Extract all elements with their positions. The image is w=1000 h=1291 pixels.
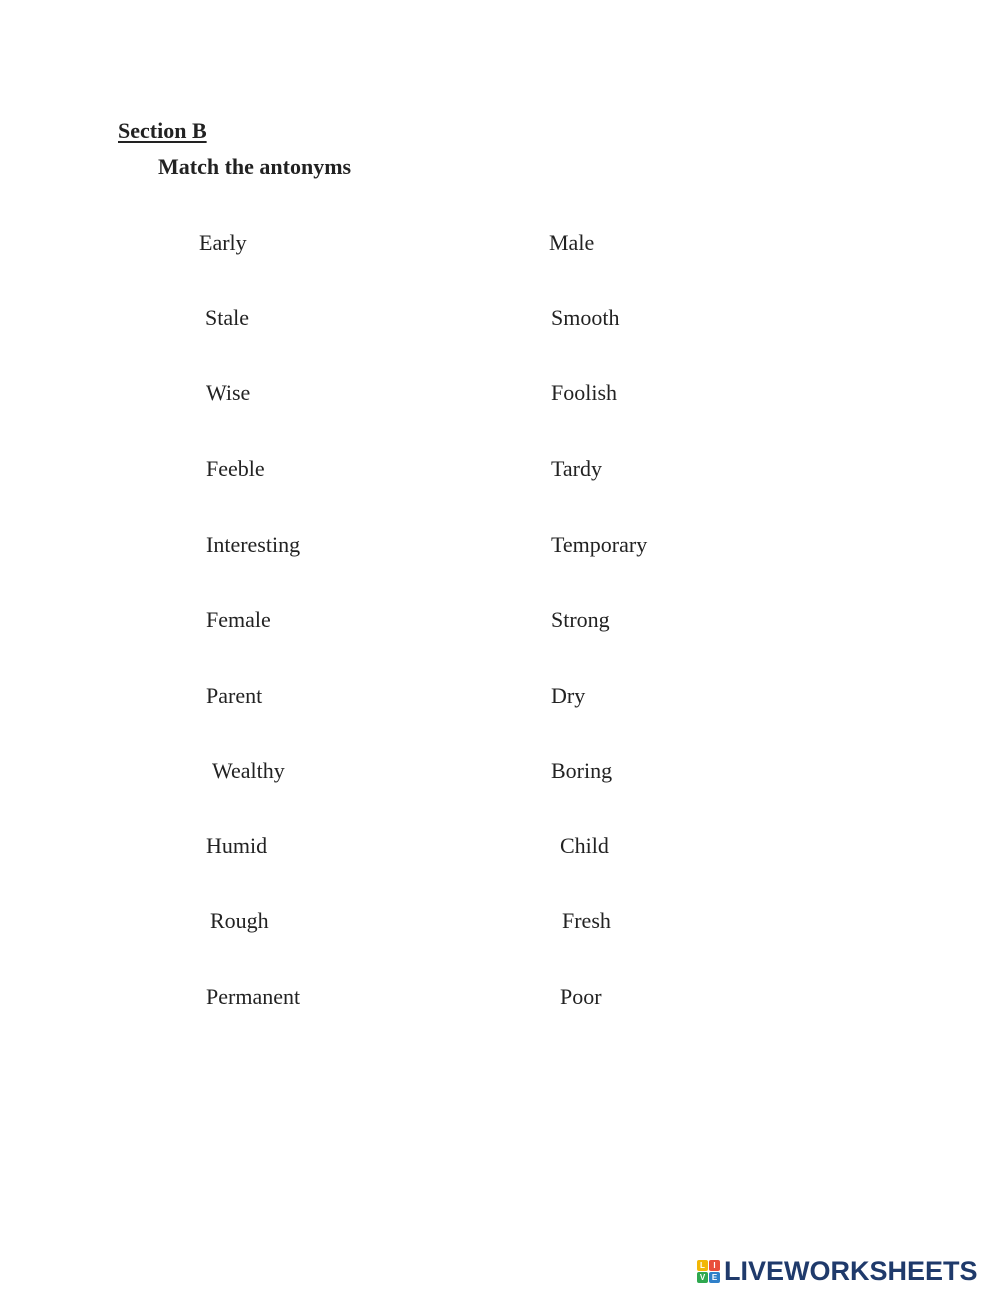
- right-word[interactable]: Foolish: [551, 380, 618, 405]
- right-word[interactable]: Tardy: [551, 456, 602, 481]
- right-word[interactable]: Smooth: [551, 305, 620, 330]
- logo-tile: I: [709, 1260, 720, 1271]
- left-word[interactable]: Female: [206, 607, 271, 632]
- left-word[interactable]: Feeble: [206, 456, 265, 481]
- right-word[interactable]: Fresh: [562, 908, 611, 933]
- right-word[interactable]: Child: [560, 833, 609, 858]
- left-word[interactable]: Interesting: [206, 532, 301, 557]
- left-word[interactable]: Early: [199, 230, 247, 255]
- left-word[interactable]: Stale: [205, 305, 249, 330]
- left-word[interactable]: Parent: [206, 683, 263, 708]
- liveworksheets-brand: [697, 1253, 978, 1289]
- right-word[interactable]: Strong: [551, 607, 610, 632]
- logo-tile: L: [697, 1260, 708, 1271]
- section-title: Section B: [118, 118, 207, 143]
- right-word[interactable]: Male: [549, 230, 595, 255]
- right-word[interactable]: Poor: [560, 984, 602, 1009]
- right-word[interactable]: Dry: [551, 683, 586, 708]
- brand-name: LIVEWORKSHEETS: [724, 1256, 978, 1286]
- left-word[interactable]: Permanent: [206, 984, 301, 1009]
- left-word[interactable]: Wealthy: [212, 758, 285, 783]
- left-word[interactable]: Wise: [206, 380, 251, 405]
- left-word[interactable]: Rough: [210, 908, 269, 933]
- instruction-text: Match the antonyms: [158, 154, 352, 179]
- logo-tile: E: [709, 1272, 720, 1283]
- right-word[interactable]: Boring: [551, 758, 613, 783]
- left-word[interactable]: Humid: [206, 833, 268, 858]
- liveworksheets-logo-icon: [697, 1260, 720, 1283]
- logo-tile: V: [697, 1272, 708, 1283]
- right-word[interactable]: Temporary: [551, 532, 648, 557]
